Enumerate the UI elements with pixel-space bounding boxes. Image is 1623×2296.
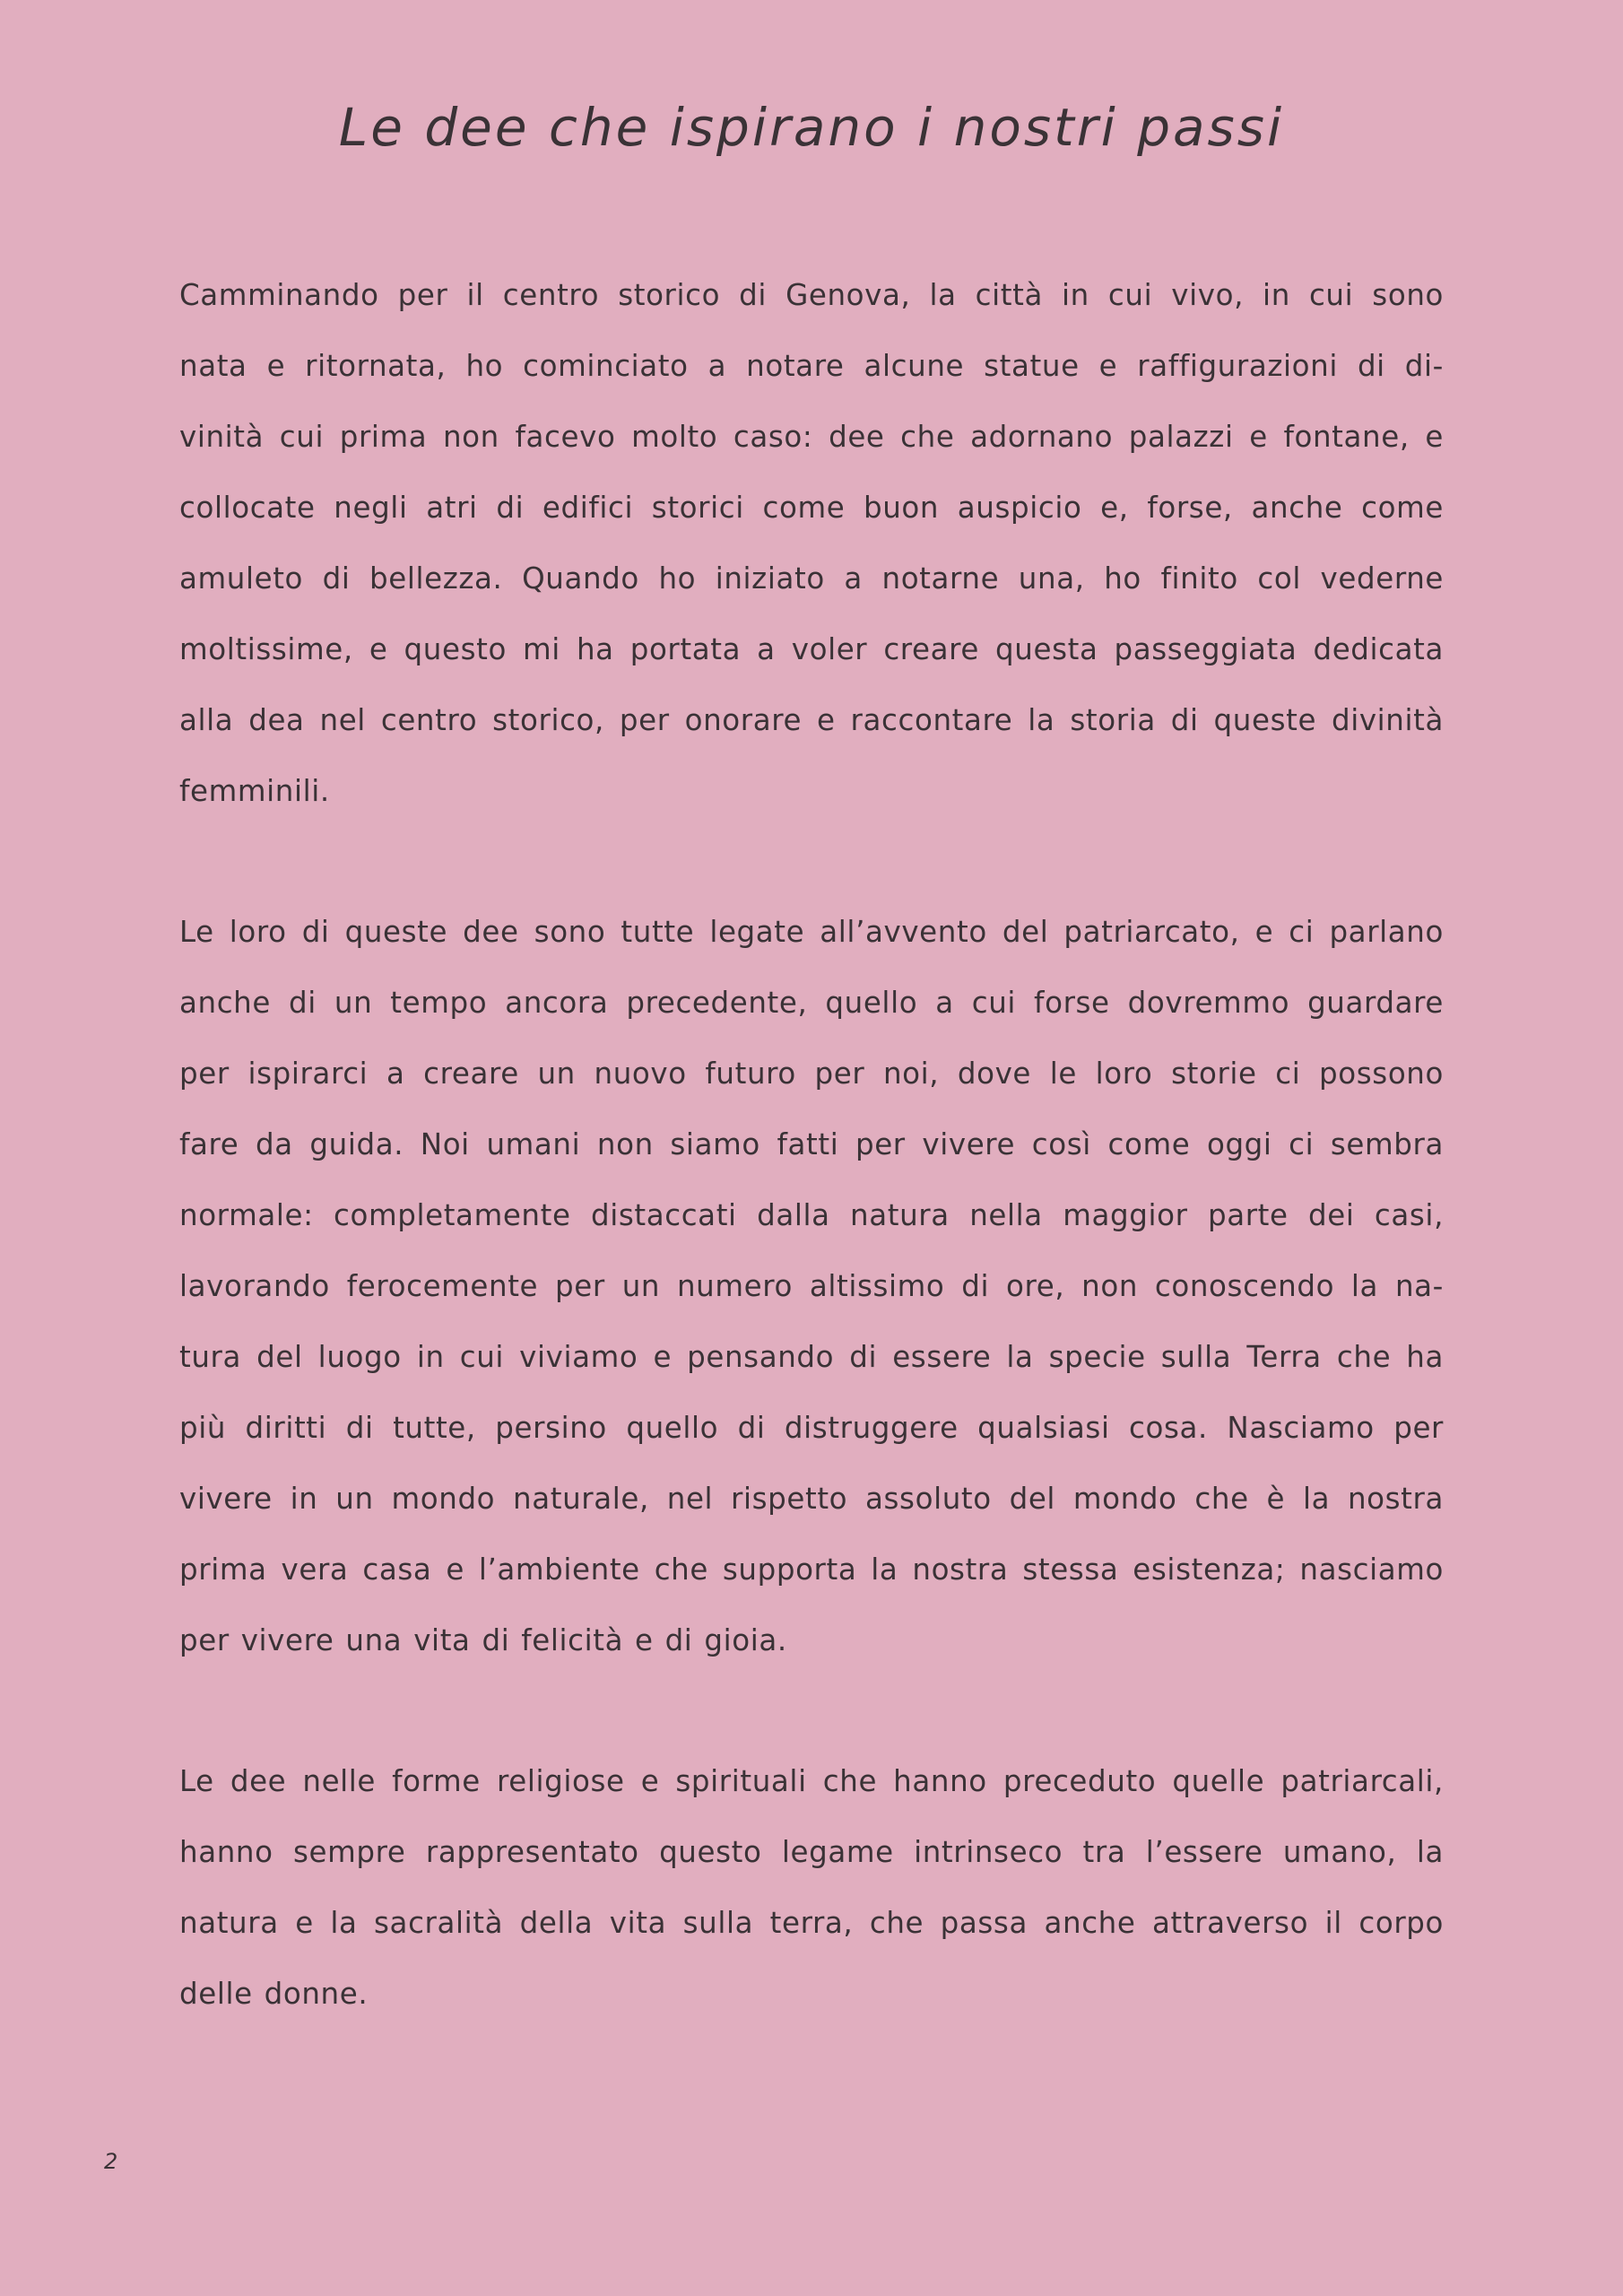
paragraph-3 [179,1746,1444,2030]
page-number: 2 [104,2149,118,2174]
text-line: Le dee nelle forme religiose e spirituali che hanno preceduto quelle patriarcali, [179,1764,1444,1798]
text-line: prima vera casa e l’ambiente che supporta la nostra stessa esistenza; nasciamo [179,1552,1444,1587]
text-line: per vivere una vita di felicità e di gioia. [179,1623,787,1657]
text-line: hanno sempre rappresentato questo legame intrinseco tra l’essere umano, la [179,1835,1444,1869]
body-text [179,260,1444,2100]
text-line: lavorando ferocemente per un numero altissimo di ore, non conoscendo la na- [179,1269,1444,1303]
text-line: moltissime, e questo mi ha portata a voler creare questa passeggiata dedicata [179,632,1444,666]
text-line: Le loro di queste dee sono tutte legate all’avvento del patriarcato, e ci parlano [179,915,1444,949]
text-line: vinità cui prima non facevo molto caso: dee che adornano palazzi e fontane, e [179,420,1444,454]
text-line: alla dea nel centro storico, per onorare e raccontare la storia di queste divinità [179,703,1444,737]
text-line: natura e la sacralità della vita sulla terra, che passa anche attraverso il corpo [179,1906,1444,1940]
paragraph-2 [179,897,1444,1676]
text-line: normale: completamente distaccati dalla natura nella maggior parte dei casi, [179,1198,1444,1232]
text-line: più diritti di tutte, persino quello di distruggere qualsiasi cosa. Nasciamo per [179,1411,1444,1445]
text-line: femminili. [179,774,330,808]
page-title: Le dee che ispirano i nostri passi [338,97,1285,158]
text-line: vivere in un mondo naturale, nel rispetto assoluto del mondo che è la nostra [179,1482,1444,1516]
text-line: per ispirarci a creare un nuovo futuro per noi, dove le loro storie ci possono [179,1057,1444,1091]
text-line: Camminando per il centro storico di Genova, la città in cui vivo, in cui sono [179,278,1444,312]
text-line: delle donne. [179,1977,369,2011]
text-line: fare da guida. Noi umani non siamo fatti per vivere così come oggi ci sembra [179,1127,1444,1161]
text-line: collocate negli atri di edifici storici come buon auspicio e, forse, anche come [179,491,1444,525]
text-line: tura del luogo in cui viviamo e pensando di essere la specie sulla Terra che ha [179,1340,1444,1374]
text-line: amuleto di bellezza. Quando ho iniziato a notarne una, ho finito col vederne [179,561,1444,596]
text-line: anche di un tempo ancora precedente, quello a cui forse dovremmo guardare [179,986,1444,1020]
text-line: nata e ritornata, ho cominciato a notare alcune statue e raffigurazioni di di- [179,349,1444,383]
paragraph-1 [179,260,1444,827]
